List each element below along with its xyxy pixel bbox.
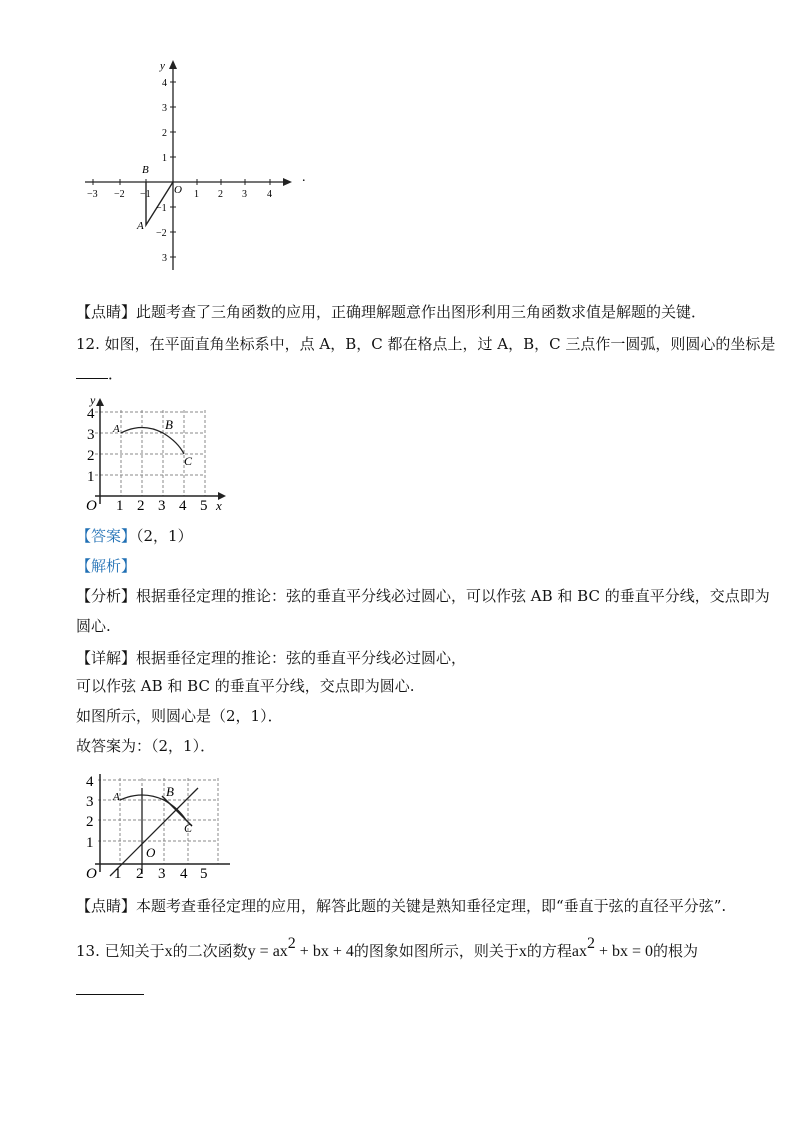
answer-line — [76, 526, 193, 546]
fig2-y-label: y — [90, 393, 96, 407]
q12-number: 12. — [76, 335, 100, 353]
q13-eq-lhs: ax — [571, 943, 587, 960]
fig3-label-B: B — [166, 784, 174, 799]
fenxi-line-1 — [76, 586, 770, 606]
fig1-tick-x1: 1 — [194, 189, 199, 200]
remark-1 — [76, 302, 706, 322]
fig3-origin: O — [86, 866, 97, 882]
fig3-tick-y4: 4 — [86, 774, 94, 790]
fig2-tick-x1: 1 — [116, 498, 124, 514]
q12-text: 如图，在平面直角坐标系中，点 A，B，C 都在格点上，过 A，B，C 三点作一圆弧，则圆心的坐标是 — [104, 335, 776, 353]
detail-line-3: 如图所示，则圆心是（2，1）． — [76, 707, 283, 725]
fig1-label-O: O — [174, 184, 182, 196]
fig3-arc — [120, 795, 186, 820]
fig2-tick-x2: 2 — [137, 498, 145, 514]
fig3-label-A: A — [113, 791, 120, 803]
fig2-tick-y1: 1 — [87, 469, 95, 485]
figure-3-bisectors — [80, 768, 240, 884]
fig1-tick-y3: 3 — [162, 103, 167, 114]
q12-blank — [76, 364, 108, 379]
answer-text: （2，1） — [136, 527, 193, 545]
fig2-tick-y3: 3 — [87, 427, 95, 443]
remark-1-text: 此题考查了三角函数的应用，正确理解题意作出图形利用三角函数求值是解题的关键． — [136, 303, 707, 321]
fig1-x-arrow — [283, 178, 292, 186]
fig3-tick-x2: 2 — [136, 866, 144, 882]
q13-part4: 的方程 — [526, 942, 572, 960]
q13-part2: 的二次函数 — [172, 942, 248, 960]
detail-text-1: 根据垂径定理的推论：弦的垂直平分线必过圆心， — [136, 649, 467, 667]
fig1-tick-x3: 3 — [242, 189, 247, 200]
fig2-label-A: A — [113, 423, 120, 435]
fig3-tick-x1: 1 — [114, 866, 122, 882]
figure-1-coordinate-plane — [80, 55, 320, 275]
fig3-tick-y1: 1 — [86, 835, 94, 851]
fig1-trailing-dot: . — [302, 170, 306, 185]
fig2-tick-y4: 4 — [87, 406, 95, 422]
fig1-tick-x4: 4 — [267, 189, 272, 200]
remark-2 — [76, 896, 726, 916]
q13-eq-exp: 2 — [586, 935, 595, 952]
detail-line-4: 故答案为：（2，1）． — [76, 737, 216, 755]
fig1-tick-y4: 4 — [162, 78, 167, 89]
fig2-origin: O — [86, 498, 97, 514]
fig2-x-label: x — [216, 498, 222, 513]
q13-var-x-1: x — [164, 943, 173, 960]
question-13 — [76, 934, 698, 962]
fig3-tick-x3: 3 — [158, 866, 166, 882]
fig1-tick-xn3: −3 — [87, 189, 98, 200]
fig1-label-B: B — [142, 164, 149, 176]
fig1-tick-x2: 2 — [218, 189, 223, 200]
q13-number: 13. — [76, 942, 100, 960]
fig1-tick-xn1: −1 — [140, 189, 151, 200]
fig3-tick-x5: 5 — [200, 866, 208, 882]
fenxi-tag: 【分析】 — [76, 587, 137, 605]
fig2-tick-x3: 3 — [158, 498, 166, 514]
q12-blank-end: ． — [108, 365, 124, 383]
q13-part3: 的图象如图所示，则关于 — [353, 942, 519, 960]
q13-part5: 的根为 — [653, 942, 699, 960]
fig3-tick-x4: 4 — [180, 866, 188, 882]
remark-2-text: 本题考查垂径定理的应用，解答此题的关键是熟知垂径定理，即“垂直于弦的直径平分弦”. — [136, 897, 727, 915]
detail-line-1 — [76, 648, 466, 668]
remark-2-tag: 【点睛】 — [76, 897, 137, 915]
fig2-tick-x5: 5 — [200, 498, 208, 514]
q13-answer-blank — [76, 994, 144, 995]
fig1-tick-y2: 2 — [162, 128, 167, 139]
q13-eq-rhs: + bx = 0 — [594, 943, 654, 960]
fig1-tick-yn3: 3 — [162, 253, 167, 264]
fig1-tick-xn2: −2 — [114, 189, 125, 200]
fig1-y-label: y — [160, 60, 165, 72]
question-12 — [76, 334, 775, 354]
analysis-tag: 【解析】 — [76, 557, 137, 575]
fig3-center-label: O — [146, 845, 156, 860]
q13-var-x-2: x — [518, 943, 527, 960]
fig1-tick-y1: 1 — [162, 153, 167, 164]
answer-tag: 【答案】 — [76, 527, 137, 545]
remark-1-tag: 【点睛】 — [76, 303, 137, 321]
fig1-tick-yn2: −2 — [156, 228, 167, 239]
figure-2-grid-arc — [80, 392, 230, 516]
detail-tag: 【详解】 — [76, 649, 137, 667]
fig2-tick-x4: 4 — [179, 498, 187, 514]
fig1-tick-yn1: −1 — [156, 203, 167, 214]
fig2-label-C: C — [184, 454, 193, 468]
q13-func-lhs: y = ax — [247, 943, 288, 960]
q13-func-exp: 2 — [287, 935, 296, 952]
fig2-label-B: B — [165, 417, 173, 432]
q13-part1: 已知关于 — [104, 942, 165, 960]
fig1-y-arrow — [169, 60, 177, 69]
fig2-tick-y2: 2 — [87, 448, 95, 464]
fenxi-text-1: 根据垂径定理的推论：弦的垂直平分线必过圆心，可以作弦 AB 和 BC 的垂直平分线，交点即为 — [136, 587, 770, 605]
fig3-tick-y3: 3 — [86, 794, 94, 810]
fenxi-line-2: 圆心. — [76, 617, 111, 635]
fig3-label-C: C — [184, 821, 193, 835]
q12-answer-blank-line — [76, 364, 123, 384]
fig2-arc — [121, 428, 184, 455]
fig1-label-A: A — [137, 220, 144, 232]
q13-func-rhs: + bx + 4 — [295, 943, 354, 960]
detail-line-2: 可以作弦 AB 和 BC 的垂直平分线，交点即为圆心. — [76, 677, 415, 695]
fig3-tick-y2: 2 — [86, 814, 94, 830]
